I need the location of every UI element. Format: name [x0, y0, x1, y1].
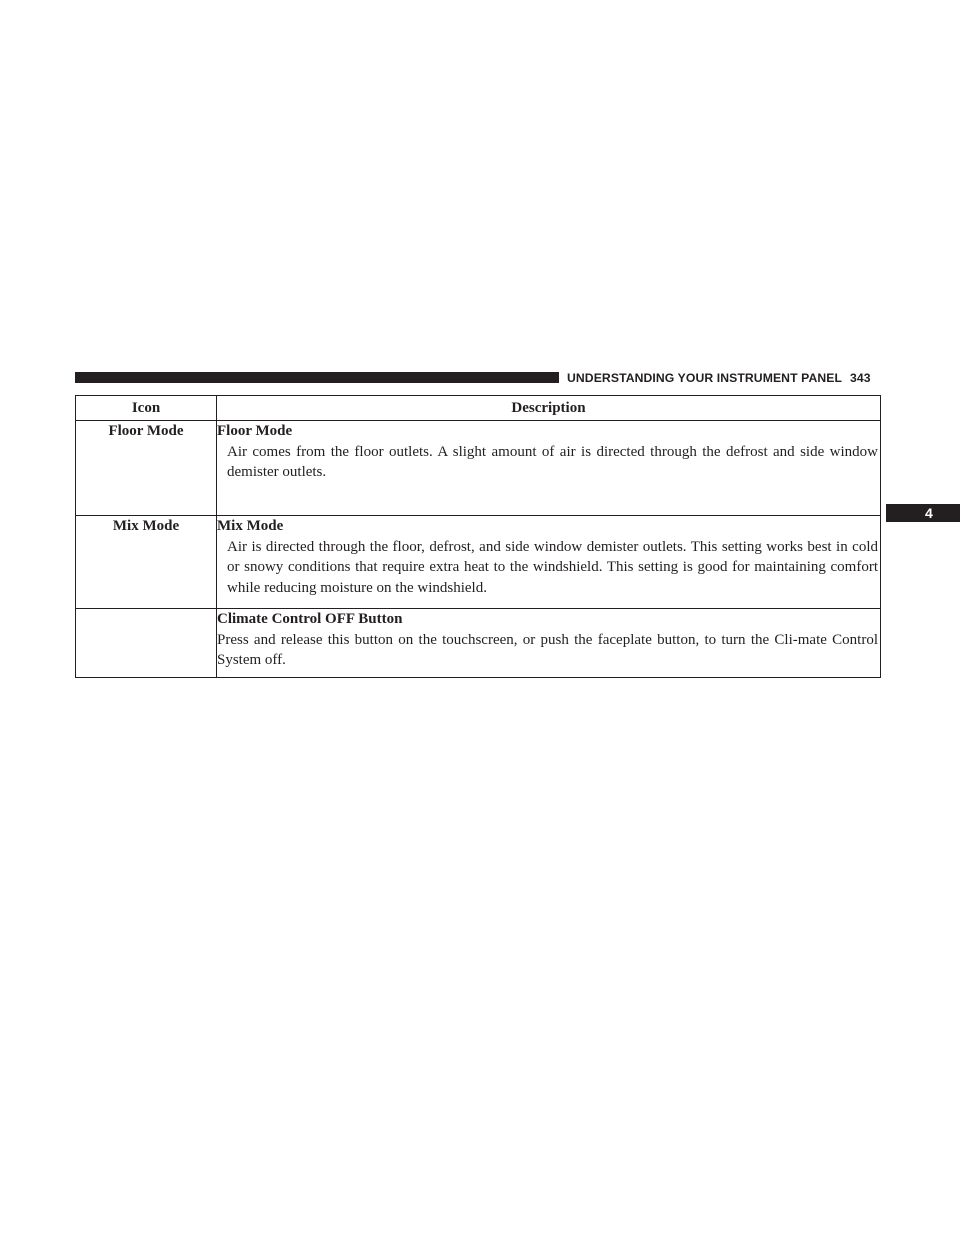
running-header — [567, 371, 871, 385]
entry-title: Floor Mode — [217, 423, 293, 439]
climate-mode-table — [75, 395, 881, 678]
page-number: 343 — [850, 371, 871, 385]
description-cell — [217, 516, 881, 609]
table-header-row — [76, 396, 881, 421]
icon-cell-climate-off — [76, 609, 217, 678]
header-rule-bar — [75, 372, 559, 383]
description-cell — [217, 421, 881, 516]
entry-description: Press and release this button on the touchscreen, or push the faceplate button, to turn the Cli-mate Control System off. — [217, 631, 878, 668]
table-row — [76, 609, 881, 678]
floor-mode-icon-label: Floor Mode — [108, 423, 184, 439]
column-header-description: Description — [217, 396, 881, 421]
table-row — [76, 516, 881, 609]
icon-cell-mix-mode — [76, 516, 217, 609]
section-title: UNDERSTANDING YOUR INSTRUMENT PANEL — [567, 371, 843, 385]
mix-mode-icon-label: Mix Mode — [112, 518, 180, 534]
entry-description: Air is directed through the floor, defrost, and side window demister outlets. This setting works best in cold or snowy conditions that require extra heat to the windshield. This setting is good for maintaining comfort while reducing moisture on the windshield. — [227, 538, 878, 596]
entry-title: Climate Control OFF Button — [217, 611, 403, 627]
entry-title: Mix Mode — [217, 518, 284, 534]
chapter-tab — [886, 504, 960, 522]
icon-cell-floor-mode — [76, 421, 217, 516]
column-header-icon: Icon — [76, 396, 217, 421]
entry-description: Air comes from the floor outlets. A slight amount of air is directed through the defrost and side window demister outlets. — [227, 443, 878, 480]
chapter-number: 4 — [925, 505, 933, 521]
table-row — [76, 421, 881, 516]
description-cell — [217, 609, 881, 678]
